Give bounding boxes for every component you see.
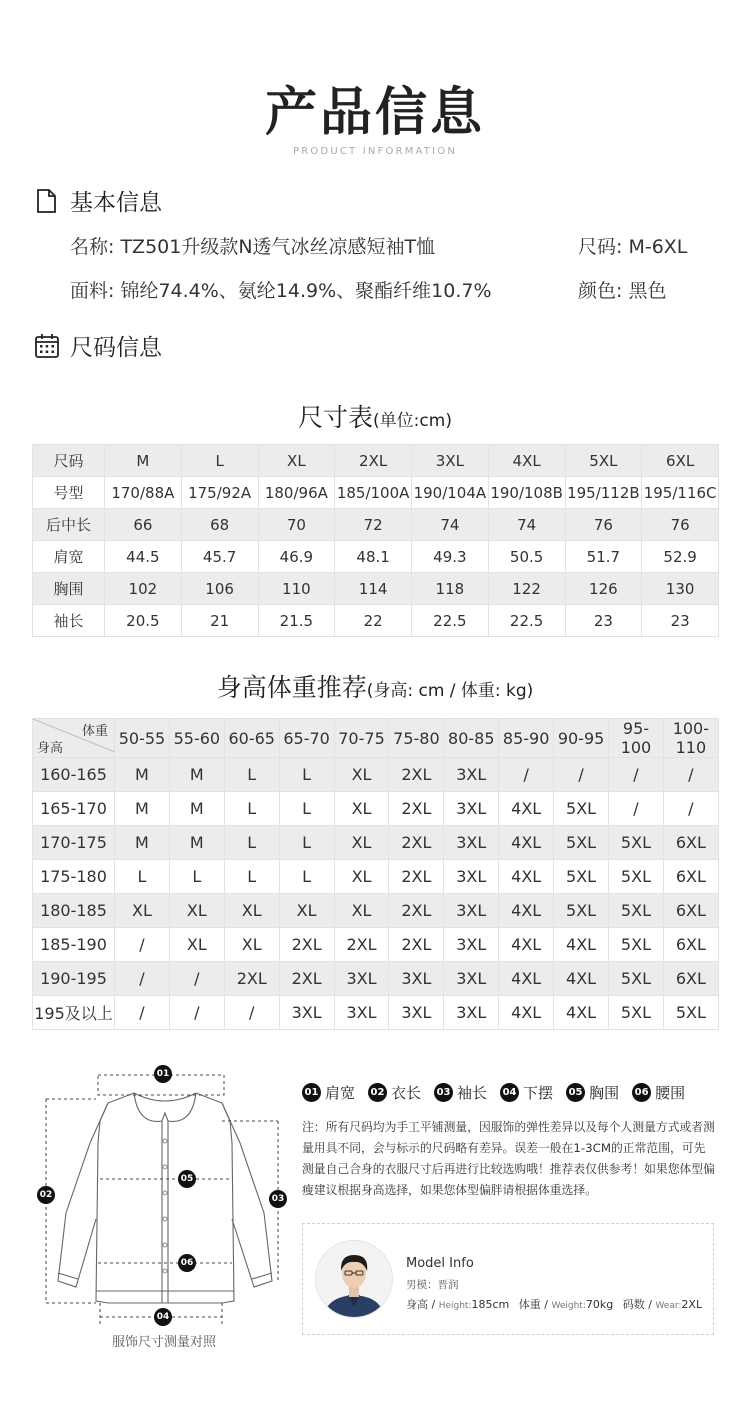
rec-size-cell: 3XL: [444, 928, 499, 962]
rec-size-cell: 3XL: [444, 758, 499, 792]
size-chart-cell: 72: [335, 509, 412, 541]
rec-size-cell: 6XL: [663, 928, 718, 962]
model-wear-label: 码数 /: [622, 1298, 656, 1311]
size-chart-cell: 175/92A: [181, 477, 258, 509]
rec-size-cell: L: [279, 826, 334, 860]
rec-size-cell: 2XL: [389, 792, 444, 826]
rec-size-cell: /: [169, 962, 224, 996]
size-chart-row: [33, 573, 719, 605]
size-chart-cell: 102: [105, 573, 182, 605]
rec-size-cell: 4XL: [499, 894, 554, 928]
rec-size-cell: 4XL: [499, 792, 554, 826]
rec-chart-title: [0, 668, 750, 704]
weight-range-header: 85-90: [499, 719, 554, 758]
rec-size-cell: XL: [334, 792, 389, 826]
legend-item: [632, 1082, 685, 1103]
rec-size-cell: 4XL: [554, 928, 609, 962]
rec-size-cell: /: [609, 792, 664, 826]
size-chart-cell: L: [181, 445, 258, 477]
rec-size-cell: 3XL: [334, 962, 389, 996]
shirt-illustration: [36, 1063, 292, 1333]
rec-size-cell: XL: [334, 894, 389, 928]
rec-size-cell: L: [169, 860, 224, 894]
size-chart-cell: 45.7: [181, 541, 258, 573]
rec-chart-title-text: 身高体重推荐: [216, 673, 367, 702]
rec-size-cell: /: [499, 758, 554, 792]
size-chart-cell: 44.5: [105, 541, 182, 573]
legend-number-badge: 01: [302, 1083, 321, 1102]
weight-range-header: 80-85: [444, 719, 499, 758]
weight-range-header: 55-60: [169, 719, 224, 758]
rec-size-cell: 4XL: [499, 860, 554, 894]
size-chart-cell: 122: [488, 573, 565, 605]
size-chart-row-label: 号型: [33, 477, 105, 509]
rec-size-cell: 3XL: [444, 860, 499, 894]
size-chart-cell: 22.5: [488, 605, 565, 637]
rec-size-cell: 5XL: [609, 962, 664, 996]
size-chart-cell: 21: [181, 605, 258, 637]
size-chart-title: [0, 398, 750, 434]
marker-04: 04: [154, 1308, 172, 1326]
rec-size-cell: 2XL: [279, 928, 334, 962]
weight-range-header: 95-100: [609, 719, 664, 758]
rec-size-cell: 3XL: [389, 996, 444, 1030]
legend-item: [500, 1082, 553, 1103]
rec-size-cell: 3XL: [444, 792, 499, 826]
rec-size-cell: 3XL: [444, 894, 499, 928]
size-chart-cell: 76: [642, 509, 719, 541]
model-height-label: 身高 /: [406, 1298, 439, 1311]
size-note: 注：所有尺码均为手工平铺测量，因服饰的弹性差异以及每个人测量方式或者测量用具不同，会与标示的尺码略有差异。误差一般在1-3CM的正常范围，可先测量自己合身的衣服尺寸后再进行比较选购哦！推荐表仅供参考！如果您体型偏瘦建议根据身高选择，如果您体型偏胖请根据体重选择。: [302, 1120, 715, 1197]
rec-chart-row: [33, 758, 719, 792]
rec-size-cell: 5XL: [554, 860, 609, 894]
size-chart-row: [33, 605, 719, 637]
size-chart-cell: 46.9: [258, 541, 335, 573]
weight-range-header: 100-110: [663, 719, 718, 758]
product-fabric: 面料: 锦纶74.4%、氨纶14.9%、聚酯纤维10.7%: [70, 280, 492, 302]
rec-size-cell: 5XL: [609, 928, 664, 962]
rec-chart-row: [33, 894, 719, 928]
legend-item: [566, 1082, 619, 1103]
marker-03: 03: [269, 1190, 287, 1208]
size-chart-cell: 2XL: [335, 445, 412, 477]
product-color: 颜色: 黑色: [578, 280, 667, 302]
rec-chart-unit: (身高: cm / 体重: kg): [366, 681, 534, 701]
size-chart-title-text: 尺寸表: [298, 403, 374, 432]
legend-label: 袖长: [457, 1084, 488, 1102]
weight-range-header: 75-80: [389, 719, 444, 758]
weight-range-header: 70-75: [334, 719, 389, 758]
rec-size-cell: L: [224, 758, 279, 792]
legend-item: [368, 1082, 421, 1103]
rec-size-cell: 4XL: [499, 928, 554, 962]
rec-size-cell: 3XL: [444, 962, 499, 996]
rec-size-cell: XL: [334, 860, 389, 894]
rec-size-cell: 4XL: [554, 962, 609, 996]
size-chart-cell: 48.1: [335, 541, 412, 573]
rec-size-cell: 3XL: [444, 826, 499, 860]
rec-size-cell: 5XL: [609, 860, 664, 894]
legend-label: 腰围: [655, 1084, 686, 1102]
rec-chart-row: [33, 860, 719, 894]
rec-size-cell: 2XL: [389, 928, 444, 962]
rec-chart-row: [33, 826, 719, 860]
rec-size-cell: 2XL: [389, 826, 444, 860]
rec-size-cell: /: [169, 996, 224, 1030]
size-chart-cell: 74: [488, 509, 565, 541]
legend-number-badge: 05: [566, 1083, 585, 1102]
rec-size-cell: 3XL: [444, 996, 499, 1030]
weight-range-header: 50-55: [115, 719, 170, 758]
rec-size-cell: L: [224, 860, 279, 894]
page-title: 产品信息: [264, 83, 485, 143]
rec-size-cell: M: [169, 792, 224, 826]
model-weight-label: 体重 /: [518, 1298, 552, 1311]
rec-size-cell: XL: [115, 894, 170, 928]
rec-size-cell: 2XL: [224, 962, 279, 996]
height-range-label: 160-165: [33, 758, 115, 792]
rec-size-cell: XL: [279, 894, 334, 928]
size-chart-cell: XL: [258, 445, 335, 477]
height-range-label: 175-180: [33, 860, 115, 894]
size-chart-row-label: 肩宽: [33, 541, 105, 573]
rec-size-cell: XL: [224, 894, 279, 928]
size-chart-cell: 190/108B: [488, 477, 565, 509]
size-chart-cell: 170/88A: [105, 477, 182, 509]
legend-label: 下摆: [523, 1084, 554, 1102]
marker-06: 06: [178, 1254, 196, 1272]
rec-size-cell: /: [115, 996, 170, 1030]
marker-01: 01: [154, 1065, 172, 1083]
marker-02: 02: [37, 1186, 55, 1204]
legend-number-badge: 06: [632, 1083, 651, 1102]
rec-size-cell: 6XL: [663, 826, 718, 860]
diagram-caption: 服饰尺寸测量对照: [111, 1335, 216, 1350]
rec-size-cell: L: [279, 792, 334, 826]
height-range-label: 170-175: [33, 826, 115, 860]
size-chart-header-row: [33, 445, 719, 477]
rec-size-cell: 5XL: [609, 996, 664, 1030]
rec-chart-row: [33, 996, 719, 1030]
basic-info-heading: [34, 184, 162, 217]
rec-size-cell: 4XL: [499, 962, 554, 996]
rec-size-cell: /: [224, 996, 279, 1030]
model-info-title: Model Info: [406, 1256, 474, 1271]
legend-label: 肩宽: [325, 1084, 356, 1102]
height-range-label: 180-185: [33, 894, 115, 928]
rec-size-cell: 5XL: [554, 826, 609, 860]
rec-size-cell: 4XL: [554, 996, 609, 1030]
size-chart-cell: 70: [258, 509, 335, 541]
legend-label: 衣长: [391, 1084, 422, 1102]
weight-range-header: 65-70: [279, 719, 334, 758]
rec-chart-row: [33, 962, 719, 996]
legend-number-badge: 03: [434, 1083, 453, 1102]
size-chart-cell: 126: [565, 573, 642, 605]
rec-size-cell: 4XL: [499, 996, 554, 1030]
rec-chart-row: [33, 928, 719, 962]
height-range-label: 190-195: [33, 962, 115, 996]
model-stats: [406, 1296, 702, 1312]
size-chart-cell: 52.9: [642, 541, 719, 573]
size-chart-row: [33, 541, 719, 573]
rec-size-cell: M: [115, 758, 170, 792]
model-height-en: Height:: [438, 1301, 472, 1311]
size-chart-cell: 22.5: [412, 605, 489, 637]
model-wear-value: 2XL: [681, 1298, 703, 1311]
rec-size-cell: M: [115, 826, 170, 860]
rec-size-cell: 5XL: [609, 894, 664, 928]
size-chart-cell: 130: [642, 573, 719, 605]
rec-size-cell: M: [115, 792, 170, 826]
rec-size-cell: M: [169, 758, 224, 792]
size-chart-cell: 118: [412, 573, 489, 605]
size-chart-cell: 21.5: [258, 605, 335, 637]
rec-size-cell: L: [115, 860, 170, 894]
rec-size-cell: 6XL: [663, 860, 718, 894]
model-weight-en: Weight:: [551, 1301, 586, 1311]
page-subtitle: PRODUCT INFORMATION: [292, 146, 458, 157]
legend-number-badge: 04: [500, 1083, 519, 1102]
size-chart-unit: (单位:cm): [373, 411, 452, 431]
product-size-range: 尺码: M-6XL: [578, 236, 688, 258]
marker-05: 05: [178, 1170, 196, 1188]
rec-size-cell: /: [115, 962, 170, 996]
height-range-label: 165-170: [33, 792, 115, 826]
rec-size-cell: 3XL: [279, 996, 334, 1030]
rec-size-cell: 5XL: [663, 996, 718, 1030]
document-icon: [34, 188, 60, 214]
size-chart-cell: 74: [412, 509, 489, 541]
weight-range-header: 60-65: [224, 719, 279, 758]
size-chart-cell: 180/96A: [258, 477, 335, 509]
legend-item: [302, 1082, 355, 1103]
rec-size-cell: 6XL: [663, 894, 718, 928]
legend-number-badge: 02: [368, 1083, 387, 1102]
size-chart-cell: 66: [105, 509, 182, 541]
rec-size-cell: 4XL: [499, 826, 554, 860]
rec-size-cell: XL: [224, 928, 279, 962]
size-chart-cell: 23: [565, 605, 642, 637]
size-chart-cell: 20.5: [105, 605, 182, 637]
model-height-value: 185cm: [471, 1298, 510, 1311]
size-chart-cell: 106: [181, 573, 258, 605]
size-chart-row-label: 袖长: [33, 605, 105, 637]
corner-height-label: 身高: [37, 741, 64, 756]
size-chart-row: [33, 509, 719, 541]
size-chart-row-label: 后中长: [33, 509, 105, 541]
rec-chart-table: [32, 718, 719, 1030]
size-chart-row-label: 尺码: [33, 445, 105, 477]
size-chart-cell: 22: [335, 605, 412, 637]
model-info-box: [302, 1223, 714, 1335]
garment-diagram: [36, 1063, 292, 1353]
rec-size-cell: 2XL: [279, 962, 334, 996]
corner-weight-label: 体重: [81, 724, 108, 739]
rec-chart-header-row: [33, 719, 719, 758]
rec-size-cell: XL: [169, 894, 224, 928]
size-chart-cell: 49.3: [412, 541, 489, 573]
rec-size-cell: M: [169, 826, 224, 860]
rec-size-cell: /: [663, 792, 718, 826]
rec-size-cell: /: [609, 758, 664, 792]
rec-size-cell: 3XL: [334, 996, 389, 1030]
size-chart-table: [32, 444, 719, 637]
size-chart-cell: 6XL: [642, 445, 719, 477]
rec-size-cell: 5XL: [554, 894, 609, 928]
size-chart-cell: 185/100A: [335, 477, 412, 509]
height-range-label: 185-190: [33, 928, 115, 962]
model-weight-value: 70kg: [585, 1298, 614, 1311]
rec-size-cell: 5XL: [609, 826, 664, 860]
product-name: 名称: TZ501升级款N透气冰丝凉感短袖T恤: [70, 236, 436, 258]
model-avatar: [315, 1240, 393, 1318]
rec-size-cell: 2XL: [389, 758, 444, 792]
size-chart-cell: M: [105, 445, 182, 477]
model-name: 男模：晋润: [406, 1279, 459, 1291]
rec-size-cell: /: [554, 758, 609, 792]
size-chart-cell: 5XL: [565, 445, 642, 477]
size-chart-cell: 110: [258, 573, 335, 605]
rec-size-cell: 3XL: [389, 962, 444, 996]
rec-chart-corner: [33, 719, 115, 758]
rec-size-cell: /: [115, 928, 170, 962]
size-chart-cell: 190/104A: [412, 477, 489, 509]
rec-size-cell: L: [224, 826, 279, 860]
rec-size-cell: L: [279, 758, 334, 792]
rec-size-cell: 6XL: [663, 962, 718, 996]
weight-range-header: 90-95: [554, 719, 609, 758]
rec-size-cell: XL: [334, 758, 389, 792]
rec-size-cell: 5XL: [554, 792, 609, 826]
size-chart-cell: 23: [642, 605, 719, 637]
size-chart-cell: 68: [181, 509, 258, 541]
size-info-heading: [34, 329, 162, 362]
size-chart-cell: 4XL: [488, 445, 565, 477]
calendar-icon: [34, 333, 60, 359]
size-chart-cell: 3XL: [412, 445, 489, 477]
rec-size-cell: 2XL: [389, 894, 444, 928]
rec-size-cell: XL: [334, 826, 389, 860]
basic-info-title: 基本信息: [70, 190, 162, 216]
size-chart-cell: 195/112B: [565, 477, 642, 509]
legend-item: [434, 1082, 487, 1103]
rec-size-cell: L: [224, 792, 279, 826]
size-chart-cell: 76: [565, 509, 642, 541]
rec-size-cell: 2XL: [334, 928, 389, 962]
size-chart-row: [33, 477, 719, 509]
size-chart-cell: 114: [335, 573, 412, 605]
height-range-label: 195及以上: [33, 996, 115, 1030]
size-chart-cell: 50.5: [488, 541, 565, 573]
rec-size-cell: XL: [169, 928, 224, 962]
rec-chart-row: [33, 792, 719, 826]
size-info-title: 尺码信息: [70, 335, 162, 361]
size-chart-cell: 195/116C: [642, 477, 719, 509]
rec-size-cell: /: [663, 758, 718, 792]
model-wear-en: Wear:: [655, 1301, 682, 1311]
measurement-legend: [302, 1082, 698, 1103]
size-chart-row-label: 胸围: [33, 573, 105, 605]
rec-size-cell: 2XL: [389, 860, 444, 894]
legend-label: 胸围: [589, 1084, 620, 1102]
size-chart-cell: 51.7: [565, 541, 642, 573]
rec-size-cell: L: [279, 860, 334, 894]
